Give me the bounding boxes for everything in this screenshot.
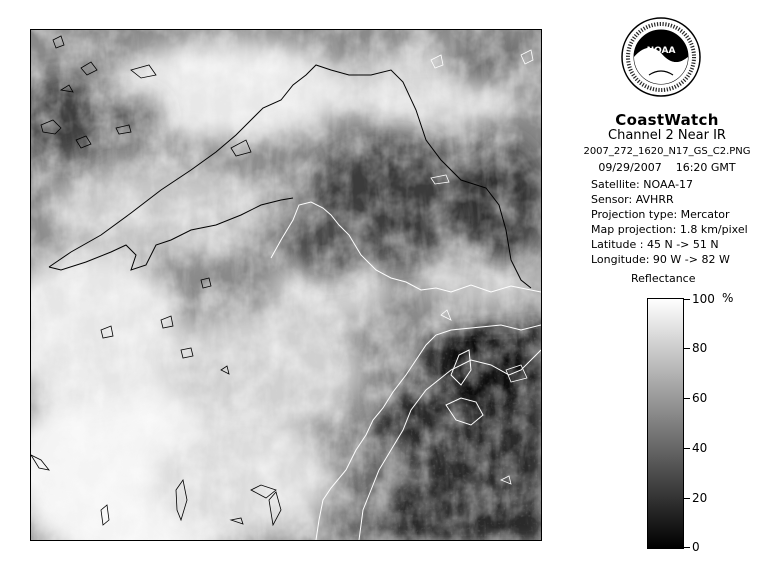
reflectance-colorbar [647,298,684,549]
scale-tick-label: 0 [692,540,700,554]
map-projection-info: Map projection: 1.8 km/pixel [591,223,748,236]
scale-tick-label: 100 [692,292,715,306]
logo-center-text: NOAA [646,46,676,56]
scale-tick-label: 80 [692,341,708,355]
scale-tick-label: 60 [692,391,708,405]
longitude-info: Longitude: 90 W -> 82 W [591,253,730,266]
sensor-info: Sensor: AVHRR [591,193,674,206]
projection-type-info: Projection type: Mercator [591,208,730,221]
scale-tick-label: 20 [692,491,708,505]
scale-tick [684,348,690,349]
file-name: 2007_272_1620_N17_GS_C2.PNG [583,146,751,157]
scale-tick [684,547,690,548]
scale-unit: % [722,291,734,305]
satellite-image [30,29,542,541]
product-title: CoastWatch [615,111,719,129]
scale-tick-label: 40 [692,441,708,455]
scale-tick [684,448,690,449]
noaa-logo [621,17,701,97]
scale-tick [684,398,690,399]
scale-label: Reflectance [631,272,696,285]
scale-tick [684,299,690,300]
satellite-info: Satellite: NOAA-17 [591,178,694,191]
channel-label: Channel 2 Near IR [608,128,726,143]
scale-tick [684,498,690,499]
date-time: 09/29/2007 16:20 GMT [598,161,736,174]
latitude-info: Latitude : 45 N -> 51 N [591,238,719,251]
